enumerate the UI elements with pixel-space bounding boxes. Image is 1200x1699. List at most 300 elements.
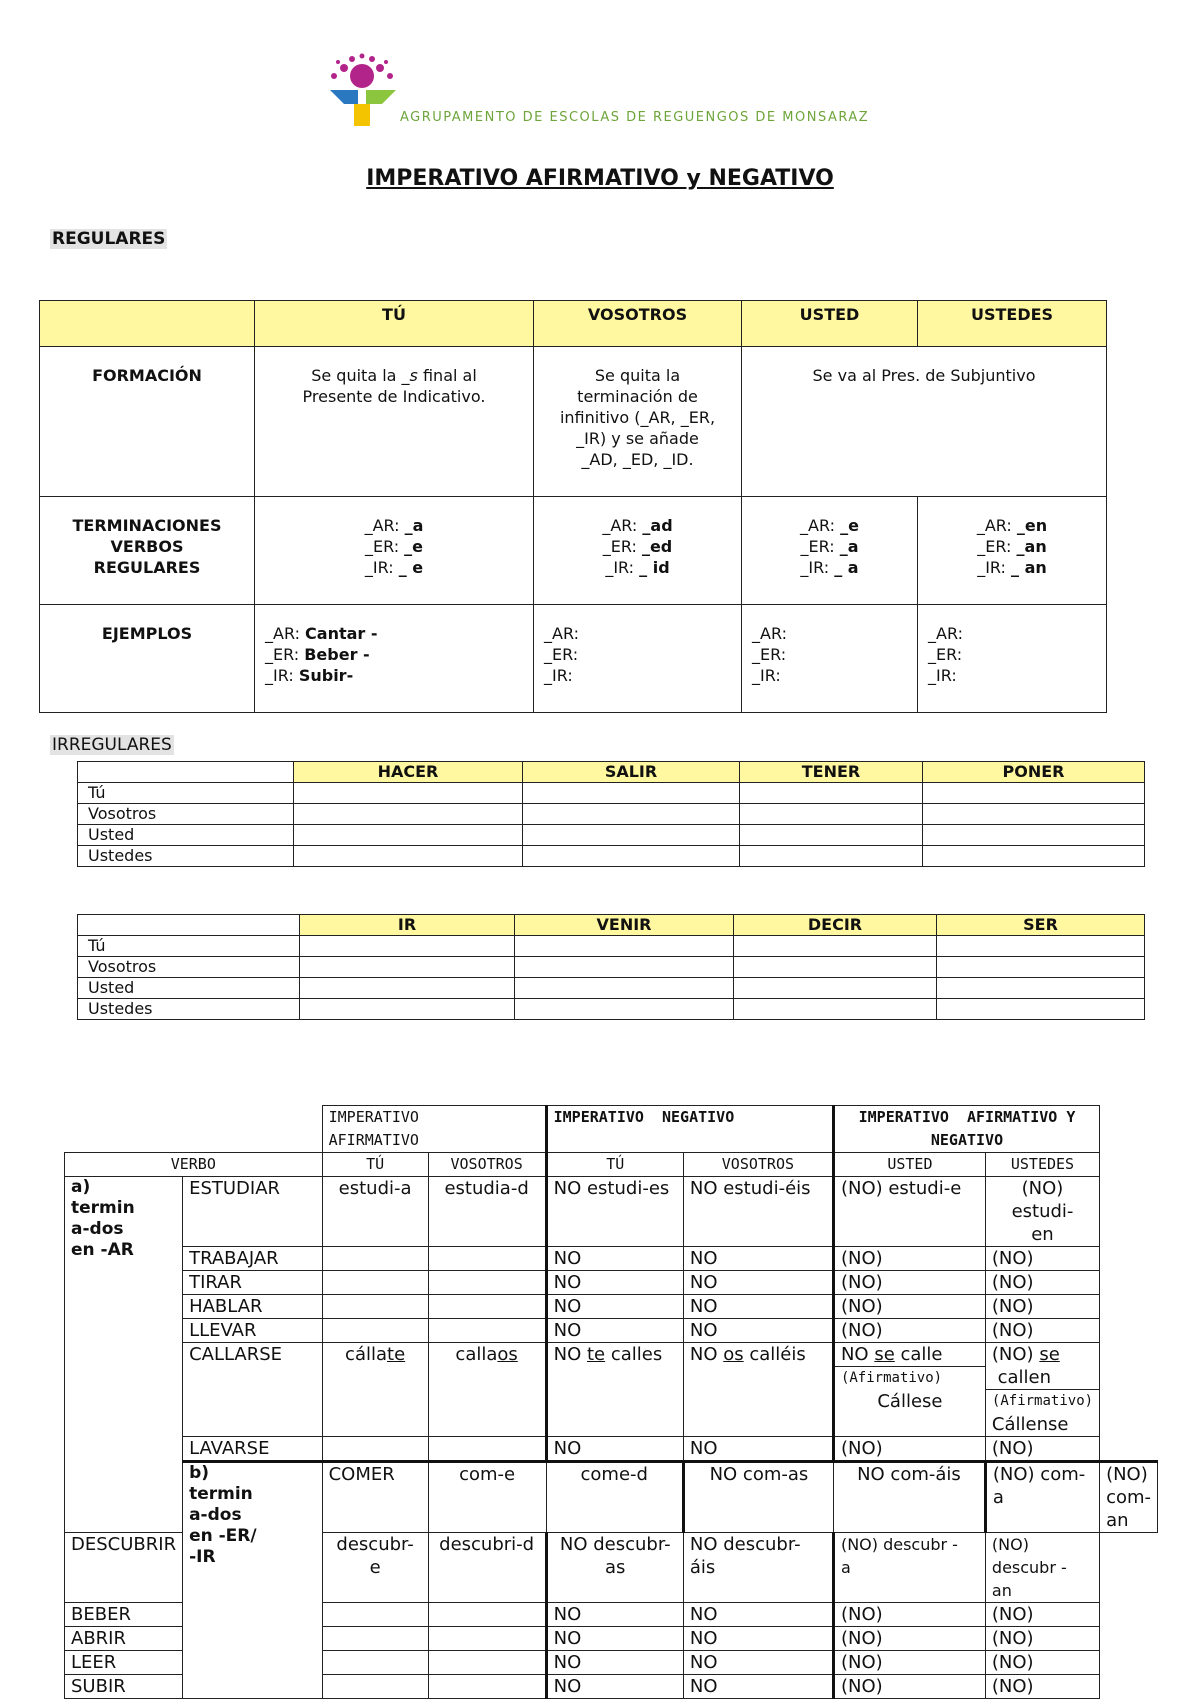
row-label: Tú [78,783,294,804]
answer-cell[interactable]: (NO) [985,1319,1099,1343]
table-row [40,347,1107,497]
answer-cell[interactable] [523,783,740,804]
empty-cell [65,1106,183,1153]
answer-cell[interactable] [515,978,734,999]
verb-cell: COMER [322,1462,428,1533]
verb-cell: DESCUBRIR [65,1533,183,1603]
terminaciones-usted [742,497,918,605]
answer-cell[interactable]: NO [683,1627,833,1651]
cell-text: REGULARES [93,558,201,577]
answer-cell [833,1533,985,1603]
table-row [78,762,1145,783]
header-ustedes: USTEDES [918,301,1107,347]
cell-text: _ER: [364,537,405,556]
cell-text: _ER: [265,645,305,664]
answer-cell [833,1343,985,1437]
answer-cell[interactable] [294,804,523,825]
cell-text: _ER: [977,537,1017,556]
table-row [65,1343,1158,1437]
answer-cell[interactable]: NO [683,1295,833,1319]
table-row [65,1247,1158,1271]
cell-text: NO [840,1344,875,1365]
group-er-ir-label [183,1462,323,1699]
cell-text: final al [417,366,477,385]
answer-cell[interactable]: NO [683,1603,833,1627]
cell-text: (Afirmativo) [986,1389,1099,1413]
answer-cell[interactable]: NO [683,1319,833,1343]
row-label: Ustedes [78,999,300,1020]
answer-cell[interactable] [300,999,515,1020]
answer-cell[interactable]: NO [546,1295,683,1319]
verb-cell: TIRAR [183,1271,323,1295]
answer-cell[interactable]: NO [546,1627,683,1651]
table-row [78,936,1145,957]
answer-cell [985,1177,1099,1247]
table-row [78,825,1145,846]
cell-text: _AR: [544,624,579,643]
answer-cell[interactable]: NO [683,1437,833,1462]
cell-text: calles [605,1344,663,1365]
section-regulares: REGULARES [52,229,166,249]
row-label: Usted [78,978,300,999]
answer-cell: (NO) estudi-e [833,1177,985,1247]
answer-cell[interactable] [294,825,523,846]
answer-cell[interactable] [523,804,740,825]
table-row [65,1295,1158,1319]
cell-text: Cantar - [305,624,378,643]
answer-cell[interactable]: NO [546,1651,683,1675]
page-title: IMPERATIVO AFIRMATIVO y NEGATIVO [366,166,834,191]
terminaciones-label [40,497,255,605]
cell-text: _IR: [977,558,1012,577]
cell-text: áis [689,1557,716,1578]
cell-text: _ id [639,558,670,577]
cell-text: te [387,1344,406,1365]
answer-cell[interactable]: (NO) [985,1247,1099,1271]
answer-cell[interactable] [300,978,515,999]
table-row [78,783,1145,804]
answer-cell: NO com-as [683,1462,833,1533]
table-row [40,605,1107,713]
cell-text: s [409,366,418,385]
cell-text: _AR: [602,516,643,535]
answer-cell[interactable] [740,825,923,846]
cell-text: a-dos [189,1505,242,1525]
header-imperativo-afirmativo [322,1106,546,1153]
cell-text: _AR: [364,516,405,535]
table-row [65,1437,1158,1462]
answer-cell[interactable] [523,825,740,846]
cell-text: _ER: [752,645,787,664]
answer-cell[interactable] [322,1437,428,1462]
cell-text: an [991,1581,1012,1600]
cell-text: callen [991,1367,1052,1388]
header-tener: TENER [740,762,923,783]
answer-cell[interactable] [937,999,1145,1020]
cell-text: (NO) descubr - [840,1535,958,1554]
verb-cell: ESTUDIAR [183,1177,323,1247]
header-vosotros: VOSOTROS [534,301,742,347]
answer-cell[interactable] [300,936,515,957]
answer-cell[interactable]: (NO) [985,1627,1099,1651]
table-row [78,999,1145,1020]
cell-text: se [874,1344,895,1365]
cell-text: os [497,1344,518,1365]
answer-cell[interactable] [515,936,734,957]
formacion-label: FORMACIÓN [40,347,255,497]
cell-text: a) [71,1177,91,1197]
cell-text: _ad [642,516,673,535]
header-decir: DECIR [734,915,937,936]
cell-text: _ed [641,537,673,556]
cell-text: te [586,1344,606,1365]
answer-cell [683,1343,833,1437]
cell-text: Presente de Indicativo. [302,387,486,406]
answer-cell[interactable]: (NO) [985,1271,1099,1295]
cell-text: termin [71,1198,135,1218]
answer-cell[interactable] [322,1603,428,1627]
section-irregulares: IRREGULARES [52,735,172,755]
cell-text: _AR: [265,624,306,643]
answer-cell[interactable]: (NO) [833,1295,985,1319]
regulares-table [39,300,1107,713]
table-row [65,1153,1158,1177]
formacion-vosotros [534,347,742,497]
cell-text: Se quita la [594,366,681,385]
answer-cell[interactable]: (NO) [833,1675,985,1699]
table-row [40,497,1107,605]
cell-text: _ER: [544,645,579,664]
ejemplos-ustedes [918,605,1107,713]
cell-text: (NO) descubr - [991,1535,1067,1577]
header-imperativo-negativo: IMPERATIVO NEGATIVO [546,1106,833,1153]
answer-cell[interactable]: NO [683,1271,833,1295]
row-label: Vosotros [78,804,294,825]
header-ser: SER [937,915,1145,936]
answer-cell[interactable] [923,846,1145,867]
table-row [65,1462,1158,1533]
conjugation-table [64,1105,1158,1699]
verb-cell: SUBIR [65,1675,183,1699]
header-imperativo-ambos: IMPERATIVO AFIRMATIVO Y NEGATIVO [833,1106,1099,1153]
subheader-vosotros: VOSOTROS [428,1153,546,1177]
cell-text: Beber - [304,645,370,664]
answer-cell[interactable]: (NO) [985,1675,1099,1699]
answer-cell [428,1343,546,1437]
group-ar-label [65,1177,183,1533]
subheader-verbo: VERBO [65,1153,323,1177]
header-hacer: HACER [294,762,523,783]
answer-cell[interactable]: NO [546,1247,683,1271]
answer-cell[interactable]: NO [546,1271,683,1295]
ejemplos-label: EJEMPLOS [40,605,255,713]
cell-text: _a [839,537,859,556]
table-row [65,1319,1158,1343]
cell-text: en -AR [71,1240,134,1260]
answer-cell [546,1343,683,1437]
cell-text: (NO) estudi- [1011,1178,1074,1222]
answer-cell[interactable]: NO [683,1247,833,1271]
answer-cell[interactable] [923,804,1145,825]
ejemplos-tu [255,605,534,713]
answer-cell[interactable] [300,957,515,978]
answer-cell: descubri-d [428,1533,546,1603]
answer-cell[interactable]: NO [546,1437,683,1462]
cell-text: termin [189,1484,253,1504]
terminaciones-tu [255,497,534,605]
cell-text: TERMINACIONES [72,516,222,535]
answer-cell[interactable] [322,1319,428,1343]
cell-text: _ an [1011,558,1047,577]
cell-text: NO descubr- [689,1534,801,1555]
verb-cell: HABLAR [183,1295,323,1319]
row-label: Usted [78,825,294,846]
header-salir: SALIR [523,762,740,783]
answer-cell[interactable] [428,1295,546,1319]
cell-text: en [1031,1224,1054,1245]
answer-cell[interactable]: (NO) [833,1627,985,1651]
cell-text: (NO) [991,1344,1040,1365]
table-row [78,957,1145,978]
subheader-tu: TÚ [322,1153,428,1177]
answer-cell: NO estudi-es [546,1177,683,1247]
cell-text: NO [689,1344,724,1365]
answer-cell[interactable] [740,846,923,867]
answer-cell: NO com-áis [833,1462,985,1533]
cell-text: Cállese [877,1391,943,1412]
answer-cell[interactable]: (NO) [985,1651,1099,1675]
cell-text: _AD, _ED, _ID. [581,450,694,469]
cell-text: _IR: [265,666,299,685]
answer-cell[interactable] [937,957,1145,978]
answer-cell[interactable] [428,1603,546,1627]
answer-cell[interactable] [734,999,937,1020]
table-row [78,978,1145,999]
header-poner: PONER [923,762,1145,783]
answer-cell[interactable] [322,1271,428,1295]
answer-cell[interactable] [734,936,937,957]
answer-cell[interactable] [937,936,1145,957]
answer-cell [985,1343,1099,1437]
subheader-usted: USTED [833,1153,985,1177]
answer-cell: (NO) com-a [985,1462,1099,1533]
cell-text: se [1039,1344,1060,1365]
subheader-ustedes: USTEDES [985,1153,1099,1177]
terminaciones-ustedes [918,497,1107,605]
answer-cell[interactable] [294,846,523,867]
cell-text: _IR: [752,666,781,685]
verb-cell: BEBER [65,1603,183,1627]
answer-cell[interactable] [428,1247,546,1271]
answer-cell[interactable] [428,1675,546,1699]
header-ir: IR [300,915,515,936]
school-name: AGRUPAMENTO DE ESCOLAS DE REGUENGOS DE MONSARAZ [400,110,870,125]
answer-cell[interactable] [923,783,1145,804]
answer-cell[interactable] [515,957,734,978]
table-row [78,846,1145,867]
table-row [65,1271,1158,1295]
cell-text: _AR: [976,516,1017,535]
row-label: Tú [78,936,300,957]
answer-cell[interactable] [322,1675,428,1699]
table-row [65,1177,1158,1247]
answer-cell[interactable] [428,1627,546,1651]
header-tu: TÚ [255,301,534,347]
row-label: Ustedes [78,846,294,867]
cell-text: _AR: [752,624,787,643]
answer-cell [683,1533,833,1603]
cell-text: a-dos [71,1219,124,1239]
cell-text: _e [840,516,859,535]
answer-cell: estudia-d [428,1177,546,1247]
cell-text: _AR: [800,516,841,535]
answer-cell[interactable] [322,1627,428,1651]
header-empty [78,762,294,783]
answer-cell[interactable]: NO [683,1675,833,1699]
answer-cell[interactable]: (NO) [833,1319,985,1343]
cell-text: _IR) y se añade [576,429,699,448]
answer-cell[interactable]: NO [546,1675,683,1699]
verb-cell: LEER [65,1651,183,1675]
answer-cell[interactable]: (NO) [833,1603,985,1627]
table-row [65,1106,1158,1153]
cell-text: NO descubr- [559,1534,671,1555]
cell-text: _IR: [928,666,957,685]
cell-text: (Afirmativo) [835,1366,985,1390]
terminaciones-vosotros [534,497,742,605]
formacion-usted-ustedes: Se va al Pres. de Subjuntivo [742,347,1107,497]
answer-cell[interactable]: (NO) [833,1247,985,1271]
cell-text: Subir- [298,666,354,685]
header-venir: VENIR [515,915,734,936]
answer-cell[interactable]: (NO) [985,1437,1099,1462]
answer-cell [546,1533,683,1603]
answer-cell: com-e [428,1462,546,1533]
verb-cell: ABRIR [65,1627,183,1651]
answer-cell[interactable] [428,1651,546,1675]
cell-text: _an [1016,537,1047,556]
cell-text: Se quita la _ [311,366,410,385]
answer-cell [985,1533,1099,1603]
header-empty [40,301,255,347]
answer-cell[interactable]: NO [683,1651,833,1675]
cell-text: descubr- [336,1534,414,1555]
cell-text: as [605,1557,626,1578]
answer-cell[interactable] [428,1319,546,1343]
cell-text: AFIRMATIVO [328,1131,419,1149]
cell-text: en -ER/ [189,1526,257,1546]
cell-text: _IR: [544,666,573,685]
cell-text: _IR: [605,558,640,577]
answer-cell: NO estudi-éis [683,1177,833,1247]
answer-cell: estudi-a [322,1177,428,1247]
school-logo-icon [322,52,402,132]
answer-cell[interactable]: (NO) [833,1651,985,1675]
cell-text: _ e [398,558,424,577]
cell-text: calléis [743,1344,806,1365]
answer-cell [322,1533,428,1603]
cell-text: _ER: [928,645,963,664]
answer-cell[interactable] [515,999,734,1020]
cell-text: _e [404,537,424,556]
cell-text: e [369,1557,381,1578]
cell-text: calle [894,1344,943,1365]
answer-cell[interactable] [523,846,740,867]
cell-text: os [723,1344,744,1365]
answer-cell[interactable] [294,783,523,804]
cell-text: IMPERATIVO [328,1108,419,1126]
cell-text: infinitivo (_AR, _ER, [559,408,716,427]
answer-cell[interactable] [734,957,937,978]
ejemplos-usted [742,605,918,713]
formacion-tu [255,347,534,497]
cell-text: -IR [189,1547,216,1567]
cell-text: _ER: [602,537,642,556]
cell-text: b) [189,1463,210,1483]
answer-cell [322,1343,428,1437]
cell-text: _en [1016,516,1048,535]
cell-text: _AR: [928,624,963,643]
answer-cell[interactable]: NO [546,1319,683,1343]
ejemplos-vosotros [534,605,742,713]
answer-cell[interactable] [740,783,923,804]
cell-text: VERBOS [110,537,184,556]
subheader-neg-vosotros: VOSOTROS [683,1153,833,1177]
answer-cell[interactable] [923,825,1145,846]
answer-cell: come-d [546,1462,683,1533]
answer-cell[interactable] [322,1651,428,1675]
header-usted: USTED [742,301,918,347]
verb-cell: TRABAJAR [183,1247,323,1271]
table-row [78,804,1145,825]
cell-text: _IR: [800,558,835,577]
cell-text: calla [455,1344,498,1365]
answer-cell[interactable] [740,804,923,825]
answer-cell[interactable]: (NO) [985,1603,1099,1627]
verb-cell: CALLARSE [183,1343,323,1437]
header-empty [78,915,300,936]
table-row [78,915,1145,936]
empty-cell [183,1106,323,1153]
cell-text: terminación de [577,387,698,406]
subheader-neg-tu: TÚ [546,1153,683,1177]
irregulares-table-2 [77,914,1145,1020]
verb-cell: LLEVAR [183,1319,323,1343]
cell-text: a [840,1558,851,1577]
cell-text: _ a [834,558,859,577]
cell-text: Cállense [991,1414,1069,1435]
cell-text: _IR: [364,558,399,577]
row-label: Vosotros [78,957,300,978]
cell-text: NO [553,1344,587,1365]
answer-cell[interactable] [322,1247,428,1271]
irregulares-table-1 [77,761,1145,867]
answer-cell[interactable] [734,978,937,999]
answer-cell[interactable] [428,1271,546,1295]
verb-cell: LAVARSE [183,1437,323,1462]
answer-cell: (NO) com-an [1100,1462,1158,1533]
cell-text: _ER: [800,537,840,556]
cell-text: _a [404,516,424,535]
answer-cell[interactable] [937,978,1145,999]
answer-cell[interactable]: NO [546,1603,683,1627]
answer-cell[interactable]: (NO) [833,1437,985,1462]
answer-cell[interactable]: (NO) [833,1271,985,1295]
cell-text: cálla [345,1344,388,1365]
answer-cell[interactable] [322,1295,428,1319]
answer-cell[interactable] [428,1437,546,1462]
answer-cell[interactable]: (NO) [985,1295,1099,1319]
